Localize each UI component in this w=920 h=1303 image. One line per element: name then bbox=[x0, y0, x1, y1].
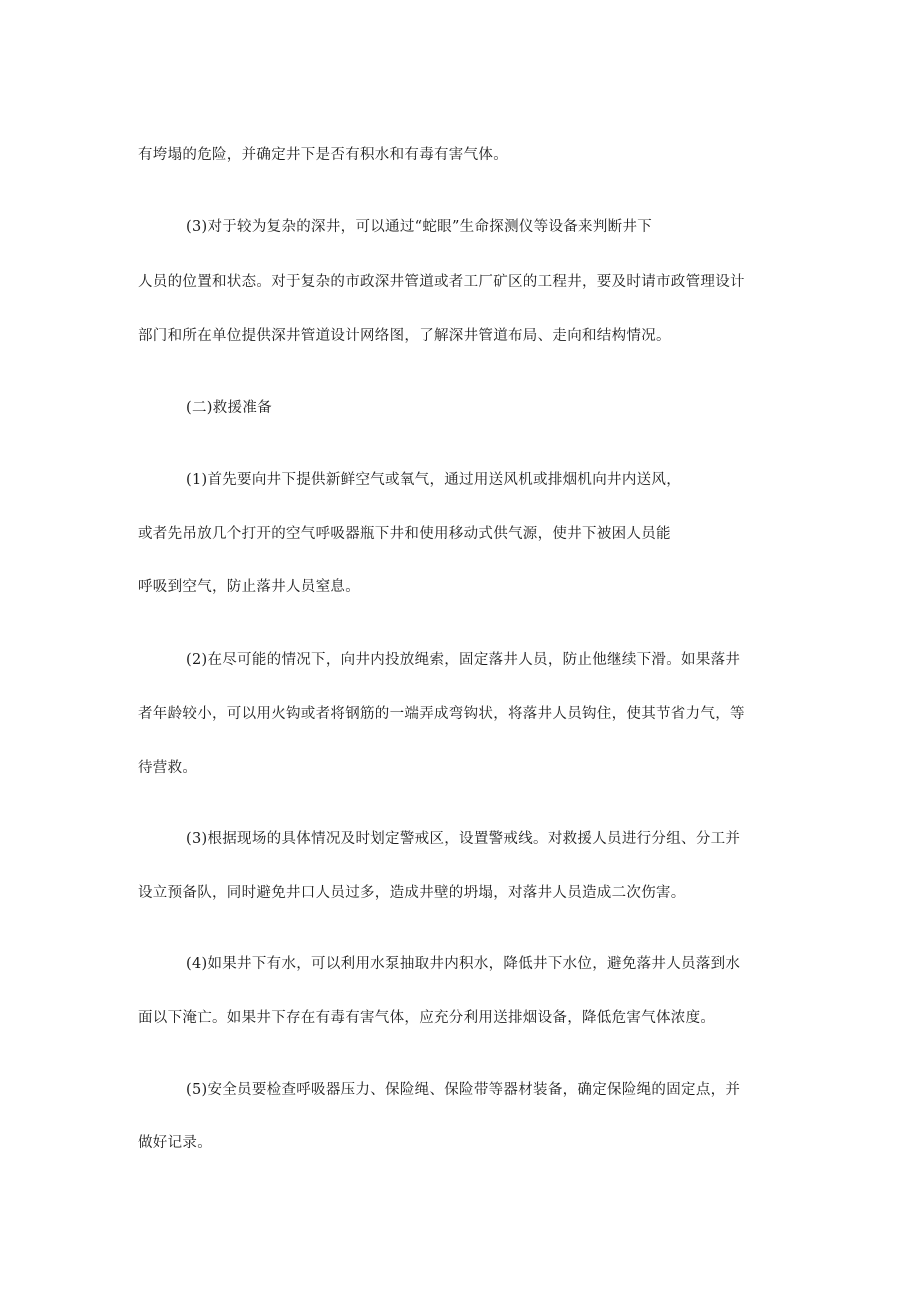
text-line: 者年龄较小，可以用火钩或者将钢筋的一端弄成弯钩状，将落井人员钩住，使其节省力气，等 bbox=[138, 706, 745, 722]
text-line: 或者先吊放几个打开的空气呼吸器瓶下井和使用移动式供气源，使井下被困人员能 bbox=[138, 526, 671, 542]
text-line: 人员的位置和状态。对于复杂的市政深井管道或者工厂矿区的工程井，要及时请市政管理设计 bbox=[138, 274, 745, 290]
text-line: 设立预备队，同时避免井口人员过多，造成井壁的坍塌，对落井人员造成二次伤害。 bbox=[138, 885, 686, 901]
text-line: (4)如果井下有水，可以利用水泵抽取井内积水，降低井下水位，避免落井人员落到水 bbox=[186, 956, 741, 972]
text-line: (3)对于较为复杂的深井，可以通过“蛇眼”生命探测仪等设备来判断井下 bbox=[186, 219, 653, 235]
text-line: (3)根据现场的具体情况及时划定警戒区，设置警戒线。对救援人员进行分组、分工并 bbox=[186, 831, 741, 847]
text-line: (5)安全员要检查呼吸器压力、保险绳、保险带等器材装备，确定保险绳的固定点，并 bbox=[186, 1082, 741, 1098]
text-line: 待营救。 bbox=[138, 760, 198, 776]
text-line: 呼吸到空气，防止落井人员窒息。 bbox=[138, 579, 360, 595]
text-line: (2)在尽可能的情况下，向井内投放绳索，固定落井人员，防止他继续下滑。如果落井 bbox=[186, 652, 741, 668]
text-line: (1)首先要向井下提供新鲜空气或氧气，通过用送风机或排烟机向井内送风， bbox=[186, 472, 682, 488]
text-line: 部门和所在单位提供深井管道设计网络图，了解深井管道布局、走向和结构情况。 bbox=[138, 328, 671, 344]
text-line: 有垮塌的危险，并确定井下是否有积水和有毒有害气体。 bbox=[138, 147, 508, 163]
text-line: 做好记录。 bbox=[138, 1135, 212, 1151]
section-heading: (二)救援准备 bbox=[186, 400, 272, 416]
text-line: 面以下淹亡。如果井下存在有毒有害气体，应充分利用送排烟设备，降低危害气体浓度。 bbox=[138, 1010, 716, 1026]
